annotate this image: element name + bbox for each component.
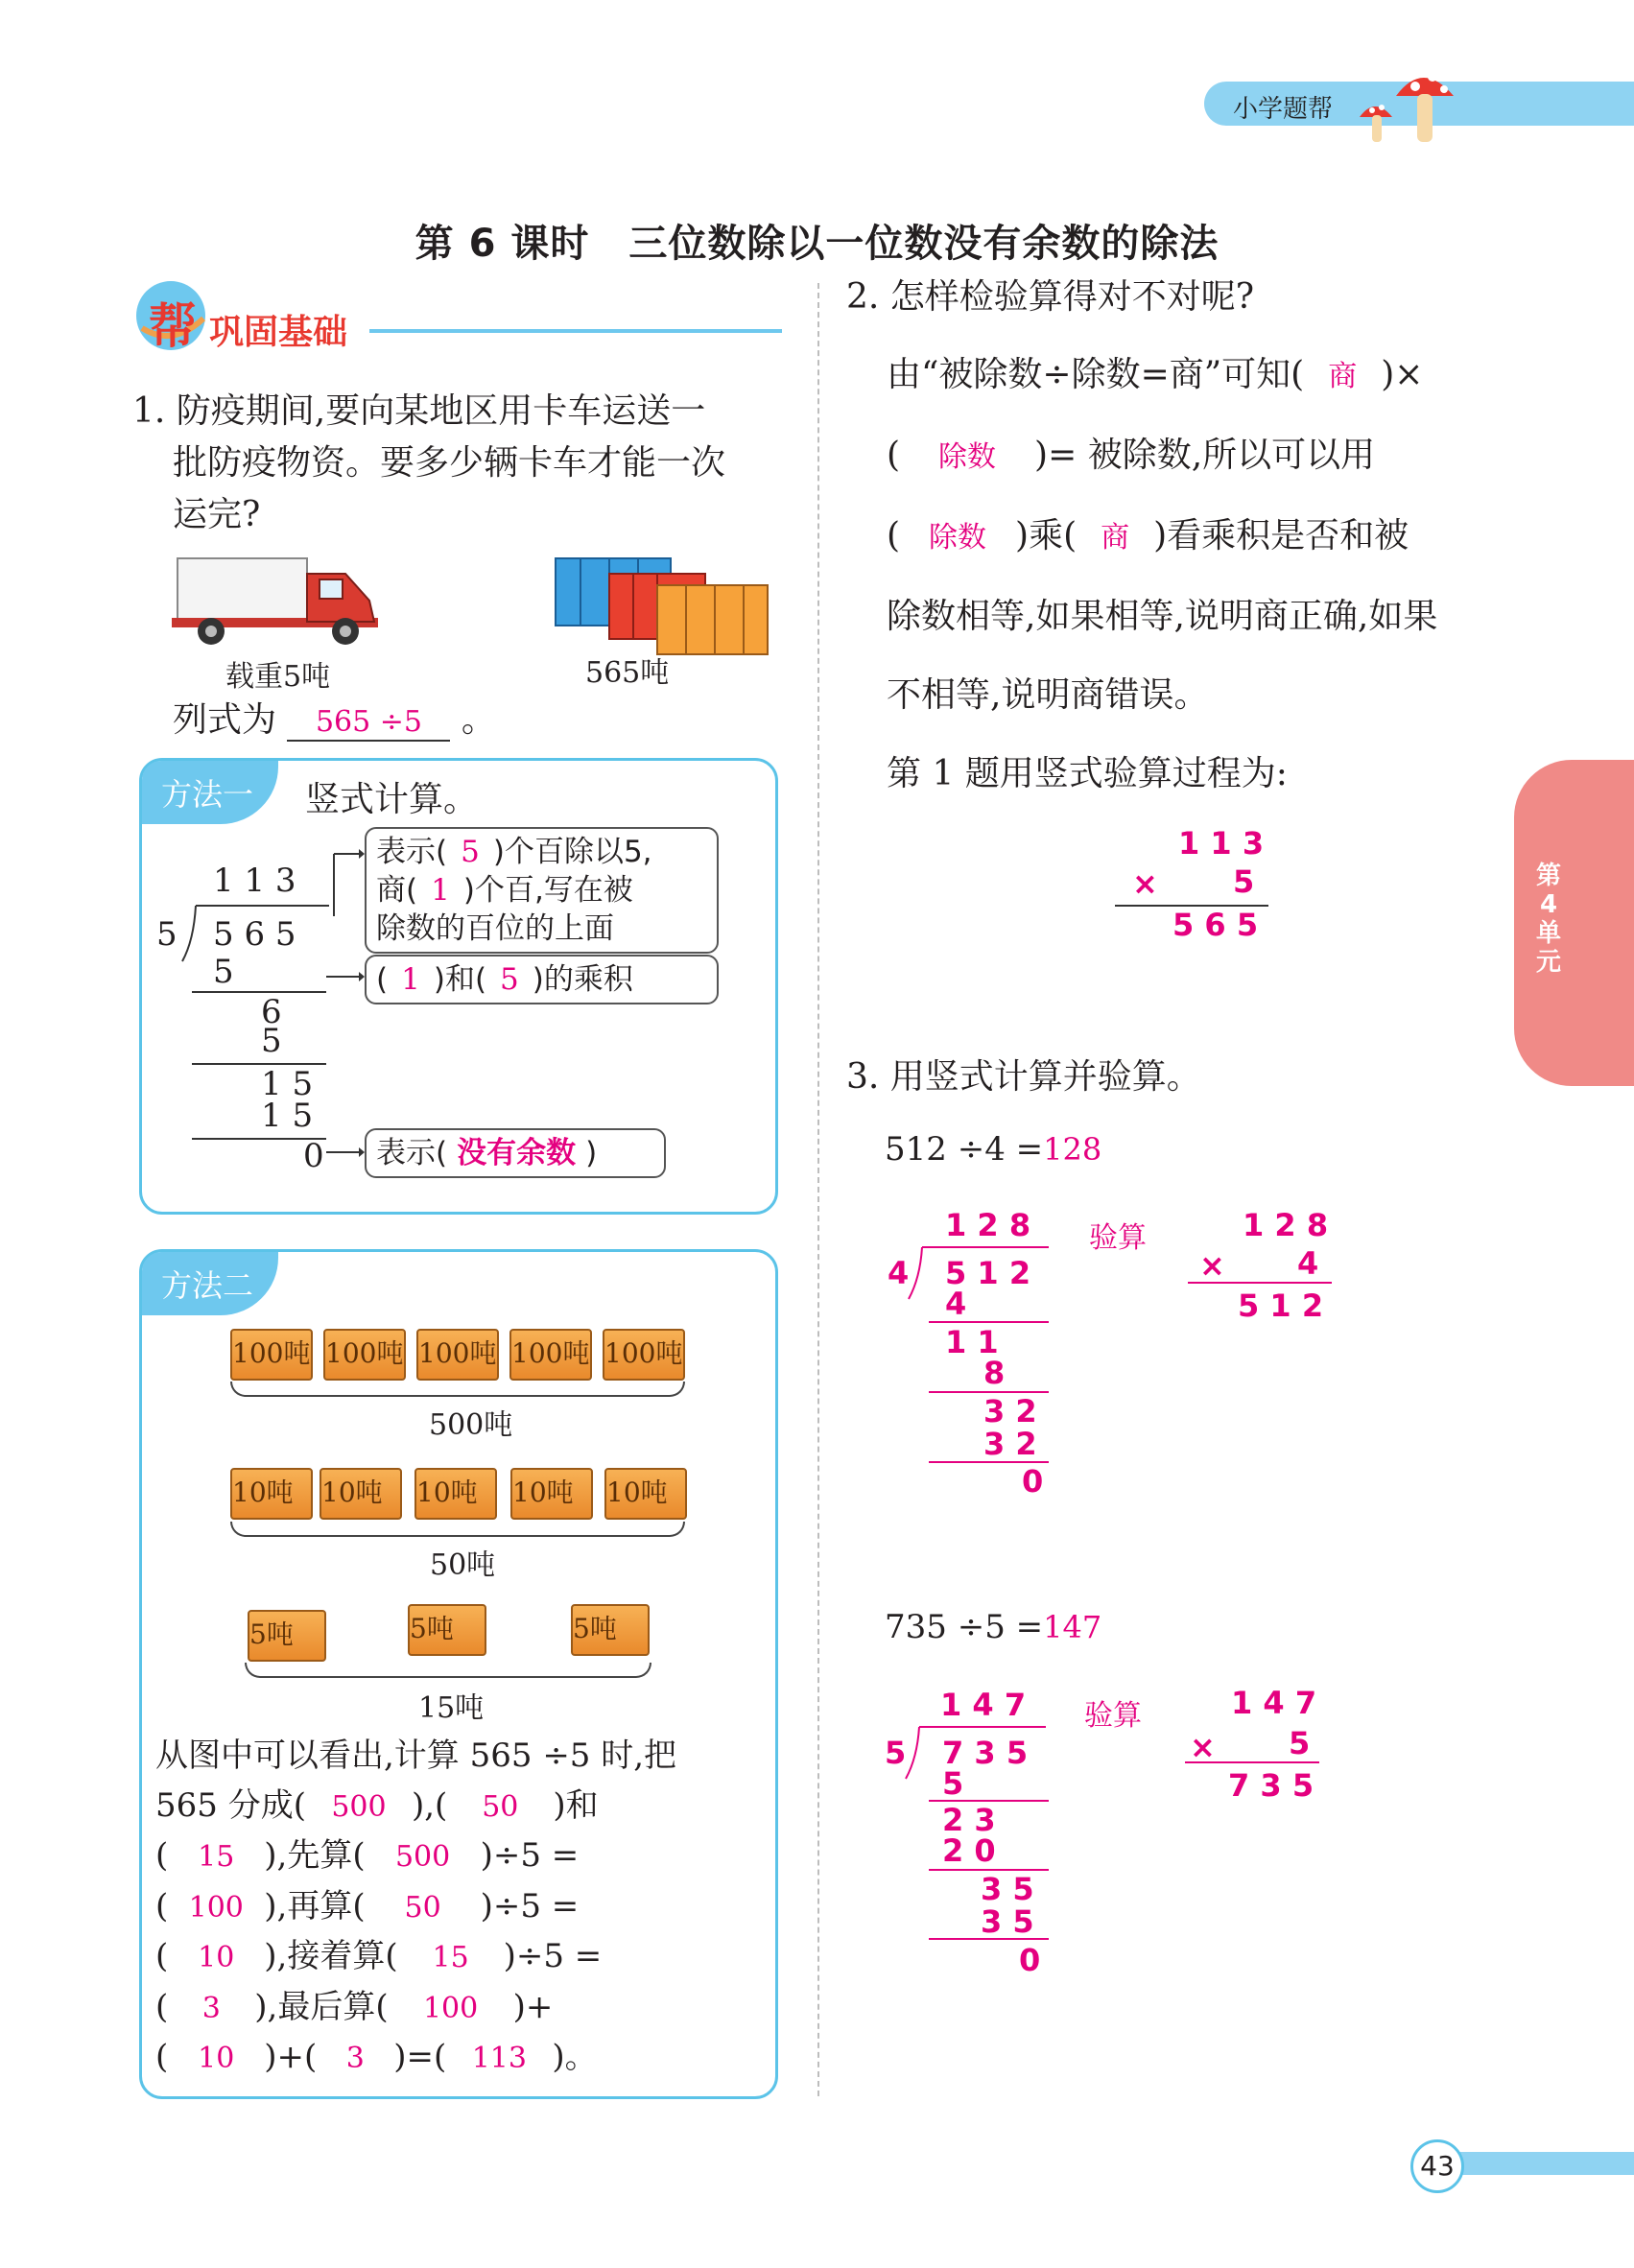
p2-dividend: 7 3 5 — [942, 1735, 1029, 1771]
crate-10t: 10吨 — [320, 1468, 402, 1520]
q1-text — [132, 386, 794, 541]
m2-line2: 565 分成( 500 ),( 50 )和 — [155, 1785, 599, 1825]
callout1-quot-ans: 1 — [431, 873, 450, 908]
q1-line2: 批防疫物资。要多少辆卡车才能一次 — [173, 443, 726, 483]
crate-10t: 10吨 — [510, 1468, 593, 1520]
page-title: 第 6 课时 三位数除以一位数没有余数的除法 — [414, 222, 1220, 266]
p2-check-mul: 5 — [1289, 1725, 1311, 1761]
formula-answer: 565 ÷5 — [287, 705, 450, 742]
cargo-icon — [552, 555, 772, 660]
p1-remainder: 0 — [1022, 1463, 1044, 1500]
p1-check-top: 1 2 8 — [1243, 1207, 1329, 1243]
m1-quotient: 1 1 3 — [213, 862, 296, 900]
m1-callout-remainder: 表示( 没有余数 ) — [365, 1128, 666, 1178]
section-line — [369, 329, 782, 333]
p2-step3: 2 0 — [942, 1832, 996, 1869]
brace-15 — [245, 1663, 651, 1678]
q2-line1: 2. 怎样检验算得对不对呢? — [846, 277, 1255, 317]
p1-step4: 3 2 — [983, 1393, 1037, 1429]
sum-50-label: 50吨 — [430, 1548, 496, 1582]
q2-check-top: 1 1 3 — [1178, 825, 1265, 862]
brace-500 — [230, 1382, 685, 1397]
p1-step1: 4 — [945, 1286, 967, 1322]
q2-check-mul: 5 — [1233, 863, 1255, 900]
q2-lines — [846, 336, 1518, 814]
callout1-ans: 5 — [461, 835, 480, 869]
callout2-ans2: 5 — [500, 962, 519, 997]
m1-callout-product: ( 1 )和( 5 )的乘积 — [365, 955, 719, 1004]
q2-line7: 第 1 题用竖式验算过程为: — [887, 754, 1288, 793]
q2-line4: ( 除数 )乘( 商 )看乘积是否和被 — [887, 516, 1409, 555]
q2-line3: ( 除数 )= 被除数,所以可以用 — [887, 436, 1376, 475]
crate-10t: 10吨 — [414, 1468, 497, 1520]
p1-step2: 1 1 — [945, 1324, 999, 1360]
callout2-ans1: 1 — [401, 962, 420, 997]
m1-step1: 5 — [213, 953, 234, 991]
method1-tab: 方法一 — [142, 761, 278, 824]
callout3-ans: 没有余数 — [457, 1136, 577, 1170]
p2-check-result: 7 3 5 — [1228, 1767, 1314, 1804]
q2-check-result: 5 6 5 — [1172, 907, 1259, 943]
formula-prefix: 列式为 — [173, 700, 277, 740]
method2-text — [155, 1732, 760, 2084]
p2-step4: 3 5 — [981, 1871, 1034, 1907]
q3-p1-answer: 128 — [1043, 1131, 1102, 1168]
mushroom-icon — [1348, 58, 1473, 149]
q1-line1: 1. 防疫期间,要向某地区用卡车运送一 — [132, 391, 706, 431]
formula-suffix: 。 — [461, 700, 496, 740]
m1-remainder: 0 — [303, 1137, 324, 1175]
cargo-label: 565吨 — [585, 656, 670, 690]
p2-check-times: × — [1190, 1729, 1216, 1765]
q3-p2-expr: 735 ÷5 =147 — [885, 1608, 1102, 1646]
m2-line4: ( 100 ),再算( 50 )÷5 = — [155, 1886, 580, 1925]
p2-check-label: 验算 — [1084, 1699, 1142, 1733]
q2-check-times: × — [1132, 865, 1158, 902]
m2-line6: ( 3 ),最后算( 100 )+ — [155, 1987, 554, 2026]
m1-line1 — [192, 991, 326, 993]
p1-check-times: × — [1199, 1247, 1225, 1284]
q2-text — [846, 271, 1518, 814]
page-number: 43 — [1410, 2139, 1464, 2193]
crate-100t: 100吨 — [323, 1329, 406, 1381]
m1-divisor: 5 — [156, 915, 178, 954]
crate-100t: 100吨 — [230, 1329, 313, 1381]
q2-line5: 除数相等,如果相等,说明商正确,如果 — [887, 597, 1438, 636]
q1-line3: 运完? — [173, 495, 261, 534]
crate-100t: 100吨 — [416, 1329, 499, 1381]
m1-callout-hundreds: 表示( 5 )个百除以5, 商( 1 )个百,写在被 除数的百位的上面 — [365, 827, 719, 954]
m2-line1: 从图中可以看出,计算 565 ÷5 时,把 — [155, 1736, 677, 1775]
crate-100t: 100吨 — [509, 1329, 592, 1381]
crate-5t: 5吨 — [248, 1610, 326, 1662]
page-number-bar — [1439, 2152, 1634, 2175]
p2-line3 — [929, 1938, 1049, 1940]
p2-divisor: 5 — [885, 1735, 907, 1771]
m1-dividend: 5 6 5 — [213, 915, 296, 954]
m1-step5: 1 5 — [261, 1097, 314, 1135]
crate-5t: 5吨 — [408, 1604, 486, 1656]
m1-arrows — [317, 844, 365, 1170]
p2-step5: 3 5 — [981, 1903, 1034, 1940]
unit-side-text: 第 4 单 元 — [1535, 862, 1561, 977]
brace-50 — [230, 1522, 685, 1537]
m1-step3: 5 — [261, 1022, 282, 1060]
p2-step2: 2 3 — [942, 1802, 996, 1838]
p1-line1 — [929, 1321, 1049, 1323]
section-badge-text: 巩固基础 — [209, 313, 348, 352]
p1-check-mul: 4 — [1297, 1245, 1319, 1282]
p1-check-label: 验算 — [1089, 1221, 1147, 1255]
m1-step2: 6 — [261, 993, 282, 1031]
q2-line6: 不相等,说明商错误。 — [887, 675, 1209, 715]
section-badge-big: 帮 — [149, 298, 197, 354]
p1-step5: 3 2 — [983, 1426, 1037, 1462]
m2-line5: ( 10 ),接着算( 15 )÷5 = — [155, 1937, 603, 1975]
p1-quotient: 1 2 8 — [945, 1207, 1031, 1243]
m2-line7: ( 10 )+( 3 )=( 113 )。 — [155, 2038, 598, 2076]
p2-remainder: 0 — [1019, 1942, 1041, 1978]
method2-tab: 方法二 — [142, 1252, 278, 1315]
p1-check-result: 5 1 2 — [1238, 1288, 1324, 1324]
p2-check-line — [1185, 1761, 1319, 1763]
brand-text: 小学题帮 — [1233, 95, 1334, 124]
p2-check-top: 1 4 7 — [1231, 1685, 1317, 1721]
p1-dividend: 5 1 2 — [945, 1255, 1031, 1291]
truck-icon — [168, 555, 389, 650]
column-divider — [817, 283, 819, 2096]
m2-line3: ( 15 ),先算( 500 )÷5 = — [155, 1836, 580, 1875]
crate-100t: 100吨 — [603, 1329, 685, 1381]
method1-heading: 竖式计算。 — [305, 780, 479, 819]
q3-line1: 3. 用竖式计算并验算。 — [846, 1057, 1201, 1097]
crate-10t: 10吨 — [230, 1468, 313, 1520]
p1-divisor: 4 — [888, 1255, 910, 1291]
q3-p1-expr: 512 ÷4 =128 — [885, 1130, 1102, 1169]
q3-p2-answer: 147 — [1043, 1609, 1102, 1645]
q2-line2: 由“被除数÷除数=商”可知( 商 )× — [887, 355, 1424, 394]
truck-label: 载重5吨 — [225, 660, 331, 694]
crate-10t: 10吨 — [604, 1468, 687, 1520]
m1-step4: 1 5 — [261, 1065, 314, 1103]
q1-formula — [173, 695, 496, 746]
p2-step1: 5 — [942, 1765, 964, 1802]
sum-15-label: 15吨 — [418, 1691, 485, 1725]
p1-step3: 8 — [983, 1355, 1006, 1391]
p2-quotient: 1 4 7 — [940, 1687, 1027, 1723]
sum-500-label: 500吨 — [429, 1408, 513, 1442]
p1-check-line — [1188, 1282, 1332, 1284]
crate-5t: 5吨 — [571, 1604, 650, 1656]
